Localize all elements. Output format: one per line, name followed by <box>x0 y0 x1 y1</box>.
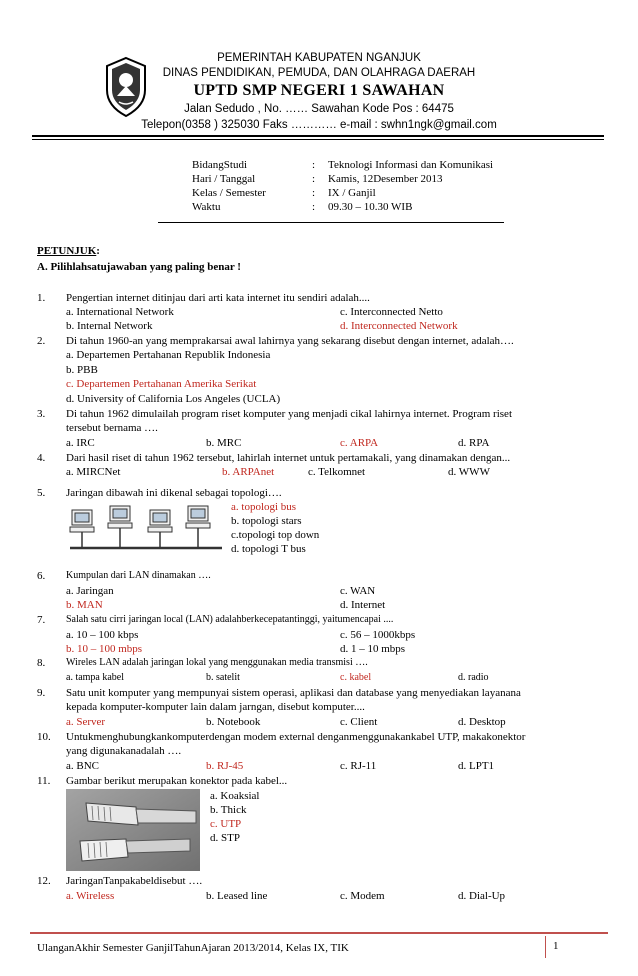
option-d: d. topologi T bus <box>231 543 306 555</box>
option-c-answer: c. kabel <box>340 672 372 683</box>
option-b: b. Internal Network <box>66 320 153 332</box>
option-a: a. IRC <box>66 437 95 449</box>
question-number: 9. <box>37 687 46 699</box>
option-d: d. radio <box>458 672 489 683</box>
question-number: 2. <box>37 335 46 347</box>
header-address: Jalan Sedudo , No. …… Sawahan Kode Pos : 64475 <box>184 103 454 115</box>
option-b: b. satelit <box>206 672 240 683</box>
question-text: Wireles LAN adalah jaringan lokal yang menggunakan media transmisi …. <box>66 657 368 668</box>
question-text: Jaringan dibawah ini dikenal sebagai topologi…. <box>66 487 282 499</box>
utp-connector-photo-icon <box>66 789 200 871</box>
option-b-answer: b. ARPAnet <box>222 466 275 478</box>
option-d: d. LPT1 <box>458 760 495 772</box>
question-text: JaringanTanpakabeldisebut …. <box>66 875 203 887</box>
option-c-answer: c. UTP <box>210 818 242 830</box>
question-text: Pengertian internet ditinjau dari arti kata internet itu sendiri adalah.... <box>66 292 370 304</box>
footer-divider <box>30 932 608 934</box>
option-d: d. University of California Los Angeles (UCLA) <box>66 393 281 405</box>
option-b-answer: b. 10 – 100 mbps <box>66 643 143 655</box>
header-rule-thick <box>32 135 604 137</box>
option-d: d. Desktop <box>458 716 506 728</box>
option-d-answer: d. Interconnected Network <box>340 320 458 332</box>
question-number: 6. <box>37 570 46 582</box>
bus-topology-diagram-icon <box>66 500 226 562</box>
question-text-cont: tersebut bernama …. <box>66 422 158 434</box>
question-text-cont: yang digunakanadalah …. <box>66 745 182 757</box>
option-c: c. Telkomnet <box>308 466 366 478</box>
section-a-instruction: A. Pilihlahsatujawaban yang paling benar ! <box>37 261 241 273</box>
question-number: 11. <box>37 775 51 787</box>
question-text: Dari hasil riset di tahun 1962 tersebut, lahirlah internet untuk pertamakali, yang dinamakan dengan... <box>66 452 511 464</box>
option-c: c. 56 – 1000kbps <box>340 629 416 641</box>
option-b-answer: b. RJ-45 <box>206 760 244 772</box>
option-a: a. tampa kabel <box>66 672 125 683</box>
question-number: 5. <box>37 487 46 499</box>
question-text-cont: kepada komputer-komputer lain dalam jarngan, disebut komputer.... <box>66 701 365 713</box>
option-b: b. Leased line <box>206 890 268 902</box>
option-a-answer: a. topologi bus <box>231 501 297 513</box>
question-number: 4. <box>37 452 46 464</box>
exam-info <box>192 158 493 214</box>
question-number: 8. <box>37 657 46 669</box>
option-a: a. MIRCNet <box>66 466 121 478</box>
option-b: b. topologi stars <box>231 515 302 527</box>
question-text: Kumpulan dari LAN dinamakan …. <box>66 570 211 581</box>
question-number: 1. <box>37 292 46 304</box>
option-a: a. Jaringan <box>66 585 114 597</box>
info-row-class: Kelas / Semester : IX / Ganjil <box>192 187 376 199</box>
header-government: PEMERINTAH KABUPATEN NGANJUK <box>217 52 421 64</box>
question-text: Satu unit komputer yang mempunyai sistem operasi, aplikasi dan database yang menyediakan layanana <box>66 687 521 699</box>
option-d: d. STP <box>210 832 240 844</box>
option-d: d. RPA <box>458 437 490 449</box>
option-a-answer: a. Server <box>66 716 106 728</box>
info-row-date: Hari / Tanggal : Kamis, 12Desember 2013 <box>192 173 443 185</box>
option-a-answer: a. Wireless <box>66 890 115 902</box>
option-d: d. Dial-Up <box>458 890 506 902</box>
question-text: Untukmenghubungkankomputerdengan modem external denganmenggunakankabel UTP, makakonektor <box>66 731 526 743</box>
option-c: c. RJ-11 <box>340 760 377 772</box>
option-b: b. PBB <box>66 364 98 376</box>
question-text: Gambar berikut merupakan konektor pada kabel... <box>66 775 288 787</box>
option-b: b. Notebook <box>206 716 261 728</box>
option-c-answer: c. ARPA <box>340 437 379 449</box>
header-contact: Telepon(0358 ) 325030 Faks ………… e-mail : swhn1ngk@gmail.com <box>141 119 497 131</box>
info-row-time: Waktu : 09.30 – 10.30 WIB <box>192 201 413 213</box>
option-a: a. 10 – 100 kbps <box>66 629 139 641</box>
page-number: 1 <box>553 940 559 952</box>
question-text: Salah satu cirri jaringan local (LAN) adalahberkecepatantinggi, yaitumencapai .... <box>66 614 394 625</box>
question-number: 7. <box>37 614 46 626</box>
option-a: a. Koaksial <box>210 790 260 802</box>
question-number: 12. <box>37 875 51 887</box>
option-b: b. Thick <box>210 804 247 816</box>
option-c: c. Modem <box>340 890 385 902</box>
info-divider <box>158 222 504 223</box>
option-c: c. WAN <box>340 585 376 597</box>
option-c: c. Interconnected Netto <box>340 306 443 318</box>
option-c: c. Client <box>340 716 378 728</box>
option-a: a. Departemen Pertahanan Republik Indonesia <box>66 349 271 361</box>
header-department: DINAS PENDIDIKAN, PEMUDA, DAN OLAHRAGA DAERAH <box>162 67 476 79</box>
option-d: d. WWW <box>448 466 490 478</box>
question-number: 3. <box>37 408 46 420</box>
option-a: a. International Network <box>66 306 174 318</box>
option-a: a. BNC <box>66 760 99 772</box>
header-rule-thin <box>32 139 604 140</box>
info-row-subject: BidangStudi : Teknologi Informasi dan Komunikasi <box>192 159 494 171</box>
question-text: Di tahun 1962 dimulailah program riset komputer yang menjadi cikal lahirnya internet. Program riset <box>66 408 512 420</box>
option-b: b. MRC <box>206 437 242 449</box>
question-text: Di tahun 1960-an yang memprakarsai awal lahirnya yang sekarang disebut dengan internet, adalah…. <box>66 335 514 347</box>
question-number: 10. <box>37 731 51 743</box>
option-d: d. Internet <box>340 599 386 611</box>
footer-text: UlanganAkhir Semester GanjilTahunAjaran 2013/2014, Kelas IX, TIK <box>37 942 349 954</box>
header-school-name: UPTD SMP NEGERI 1 SAWAHAN <box>193 82 445 99</box>
option-b-answer: b. MAN <box>66 599 103 611</box>
option-d: d. 1 – 10 mbps <box>340 643 406 655</box>
petunjuk-heading: PETUNJUK: <box>37 245 100 257</box>
option-c: c.topologi top down <box>231 529 320 541</box>
option-c-answer: c. Departemen Pertahanan Amerika Serikat <box>66 378 257 390</box>
